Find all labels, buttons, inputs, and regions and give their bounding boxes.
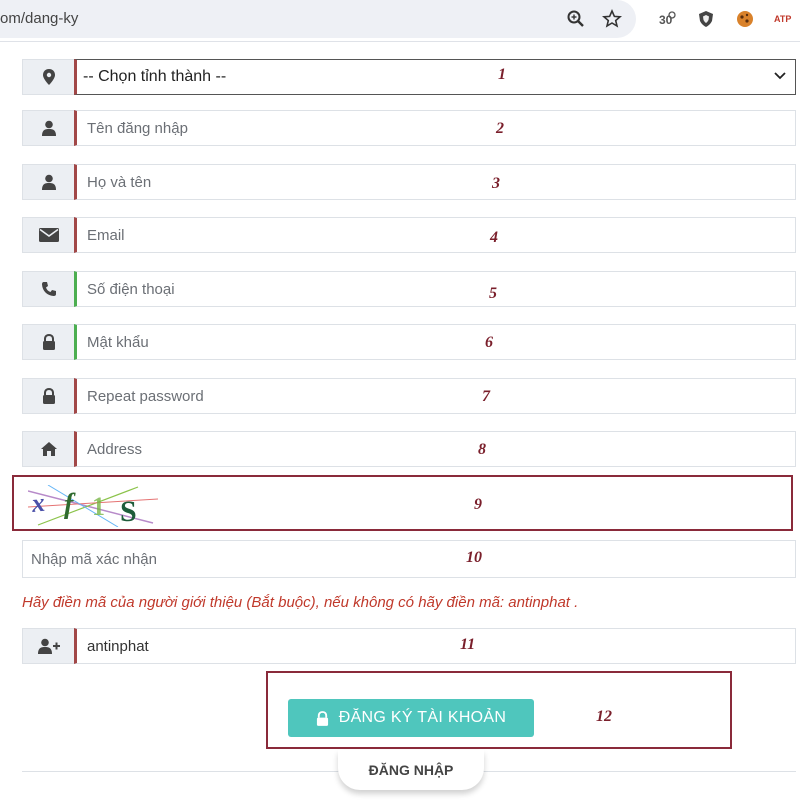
repeat-password-placeholder: Repeat password (87, 388, 204, 405)
address-placeholder: Address (87, 441, 143, 458)
password-row (22, 324, 796, 360)
annotation-marker: 9 (474, 496, 482, 513)
annotation-marker: 5 (489, 285, 497, 302)
user-plus-icon (22, 628, 74, 664)
password-placeholder: Mật khẩu (87, 334, 149, 351)
referral-row (22, 628, 796, 664)
atp-extension-icon[interactable]: ATP (774, 14, 792, 24)
email-placeholder: Email (87, 227, 125, 244)
toolbar-divider (0, 41, 800, 42)
captcha-image (28, 485, 158, 527)
captcha-input-placeholder: Nhập mã xác nhận (31, 551, 157, 568)
username-row (22, 110, 796, 146)
annotation-marker: 2 (496, 120, 504, 137)
province-select[interactable] (74, 59, 796, 95)
svg-text:30: 30 (659, 13, 673, 27)
phone-row (22, 271, 796, 307)
annotation-marker: 12 (596, 708, 612, 725)
captcha-input[interactable] (22, 540, 796, 578)
register-button[interactable] (288, 699, 534, 737)
annotation-marker: 3 (492, 175, 500, 192)
username-placeholder: Tên đăng nhập (87, 120, 188, 137)
annotation-marker: 8 (478, 441, 486, 458)
phone-icon (22, 271, 74, 307)
register-button-label: ĐĂNG KÝ TÀI KHOẢN (338, 709, 507, 726)
user-icon (22, 110, 74, 146)
url-text: om/dang-ky (0, 10, 79, 27)
extension-icon[interactable] (658, 9, 678, 29)
email-row (22, 217, 796, 253)
username-input[interactable] (74, 110, 796, 146)
annotation-marker: 4 (490, 229, 498, 246)
cookie-extension-icon[interactable] (735, 9, 755, 29)
email-input[interactable] (74, 217, 796, 253)
map-marker-icon (22, 59, 74, 95)
address-input[interactable] (74, 431, 796, 467)
fullname-row (22, 164, 796, 200)
svg-text:f: f (64, 489, 74, 520)
user-icon (22, 164, 74, 200)
fullname-placeholder: Họ và tên (87, 174, 152, 191)
address-bar[interactable] (0, 0, 636, 38)
repeat-password-input[interactable] (74, 378, 796, 414)
chevron-down-icon (773, 71, 787, 81)
referral-notice: Hãy điền mã của người giới thiệu (Bắt buộc), nếu không có hãy điền mã: antinphat . (22, 594, 579, 611)
phone-placeholder: Số điện thoại (87, 281, 175, 298)
home-icon (22, 431, 74, 467)
province-row (22, 59, 796, 95)
annotation-marker: 1 (498, 66, 506, 83)
address-row (22, 431, 796, 467)
referral-value: antinphat (87, 638, 149, 655)
submit-frame (266, 671, 732, 749)
referral-input[interactable] (74, 628, 796, 664)
phone-input[interactable] (74, 271, 796, 307)
zoom-icon[interactable] (566, 9, 586, 29)
bookmark-star-icon[interactable] (602, 9, 622, 29)
province-select-value: -- Chọn tỉnh thành -- (83, 68, 227, 85)
envelope-icon (22, 217, 74, 253)
svg-text:S: S (120, 495, 137, 527)
annotation-marker: 10 (466, 549, 482, 566)
login-link[interactable]: ĐĂNG NHẬP (338, 750, 484, 790)
annotation-marker: 6 (485, 334, 493, 351)
repeat-password-row (22, 378, 796, 414)
shield-extension-icon[interactable] (696, 9, 716, 29)
lock-icon (22, 378, 74, 414)
captcha-frame (12, 475, 793, 531)
lock-icon (316, 711, 329, 726)
annotation-marker: 11 (460, 636, 476, 653)
annotation-marker: 7 (482, 388, 490, 405)
lock-icon (22, 324, 74, 360)
svg-text:x: x (30, 487, 47, 518)
fullname-input[interactable] (74, 164, 796, 200)
svg-text:1: 1 (92, 492, 105, 521)
password-input[interactable] (74, 324, 796, 360)
